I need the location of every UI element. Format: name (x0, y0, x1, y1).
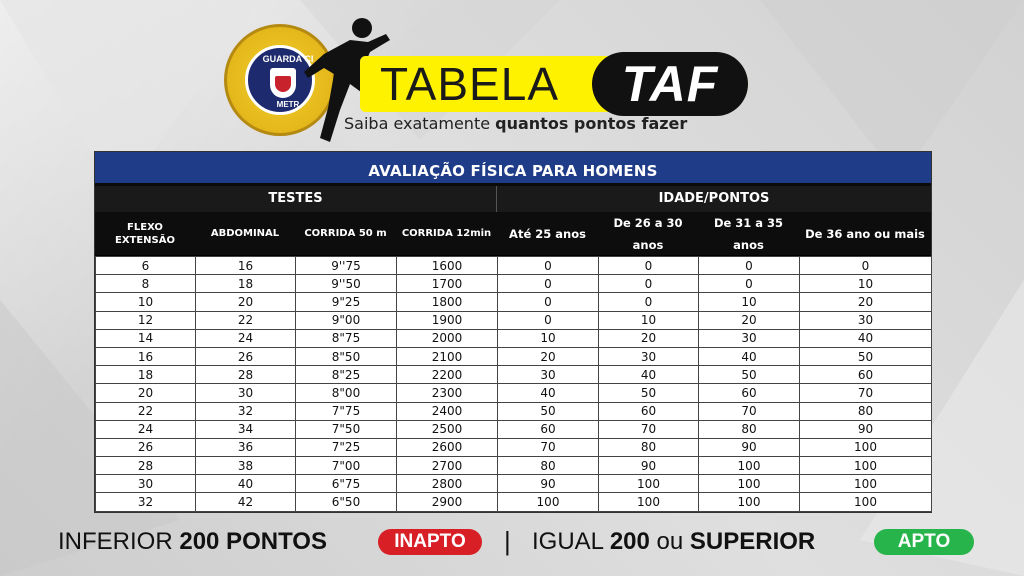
group-age-points: IDADE/PONTOS (658, 191, 770, 206)
table-cell: 0 (498, 257, 599, 275)
table-cell: 9''50 (296, 275, 397, 293)
table-cell: 40 (599, 366, 699, 384)
table-cell: 2700 (397, 457, 498, 475)
table-cell: 26 (96, 438, 196, 456)
table-cell: 8"75 (296, 329, 397, 347)
footer-right-plain-2: ou (649, 528, 690, 555)
footer-right-bold-2: SUPERIOR (689, 528, 816, 555)
table-cell: 9"25 (296, 293, 397, 311)
table-cell: 20 (800, 293, 932, 311)
footer (0, 526, 1024, 560)
table-cell: 32 (96, 493, 196, 511)
table-cell: 30 (498, 366, 599, 384)
table-cell: 10 (800, 275, 932, 293)
table-cell: 100 (599, 493, 699, 511)
table-cell: 26 (196, 347, 296, 365)
table-cell: 2400 (397, 402, 498, 420)
table-row (96, 493, 932, 511)
subtitle (344, 114, 784, 133)
table-row (96, 457, 932, 475)
table-cell: 100 (699, 457, 800, 475)
table-cell: 7"25 (296, 438, 397, 456)
apto-badge: APTO (874, 529, 974, 555)
table-cell: 70 (599, 420, 699, 438)
table-cell: 50 (800, 347, 932, 365)
table-row (96, 420, 932, 438)
table-cell: 100 (800, 457, 932, 475)
table-cell: 30 (699, 329, 800, 347)
table-cell: 90 (498, 475, 599, 493)
table-cell: 90 (599, 457, 699, 475)
col-flexo: FLEXO EXTENSÃO (114, 221, 175, 246)
table-cell: 40 (800, 329, 932, 347)
footer-left-text (58, 528, 327, 556)
table-cell: 7"50 (296, 420, 397, 438)
table-cell: 8"00 (296, 384, 397, 402)
table-row (96, 384, 932, 402)
table-row (96, 257, 932, 275)
table-cell: 16 (196, 257, 296, 275)
table-cell: 24 (96, 420, 196, 438)
table-cell: 30 (800, 311, 932, 329)
col-31-35: De 31 a 35 anos (713, 215, 784, 252)
table-cell: 2500 (397, 420, 498, 438)
table-cell: 70 (498, 438, 599, 456)
table-cell: 90 (699, 438, 800, 456)
table-cell: 100 (800, 493, 932, 511)
table-cell: 30 (196, 384, 296, 402)
table-cell: 6"75 (296, 475, 397, 493)
table-cell: 8 (96, 275, 196, 293)
table-row (96, 402, 932, 420)
table-cell: 2300 (397, 384, 498, 402)
footer-right-text (532, 528, 815, 556)
table-cell: 14 (96, 329, 196, 347)
table-cell: 60 (699, 384, 800, 402)
table-cell: 20 (196, 293, 296, 311)
footer-left-bold: 200 PONTOS (179, 528, 327, 555)
footer-right-plain-1: IGUAL (532, 528, 610, 555)
table-cell: 1700 (397, 275, 498, 293)
table-cell: 90 (800, 420, 932, 438)
table-cell: 70 (800, 384, 932, 402)
table-cell: 70 (699, 402, 800, 420)
table-cell: 8"25 (296, 366, 397, 384)
table-row (96, 293, 932, 311)
table-row (96, 311, 932, 329)
table-body (95, 256, 932, 512)
table-cell: 1600 (397, 257, 498, 275)
table-cell: 30 (96, 475, 196, 493)
table-row (96, 329, 932, 347)
table-cell: 0 (498, 293, 599, 311)
table-row (96, 475, 932, 493)
footer-left-plain: INFERIOR (58, 528, 180, 555)
table-cell: 34 (196, 420, 296, 438)
table-cell: 9''75 (296, 257, 397, 275)
table-cell: 42 (196, 493, 296, 511)
col-corrida-12min: CORRIDA 12min (401, 228, 492, 239)
table-cell: 20 (96, 384, 196, 402)
header (220, 14, 780, 144)
table-cell: 22 (196, 311, 296, 329)
table-cell: 100 (800, 438, 932, 456)
table-cell: 0 (599, 293, 699, 311)
table-cell: 0 (599, 275, 699, 293)
table-cell: 0 (498, 311, 599, 329)
table-cell: 50 (699, 366, 800, 384)
col-abdominal: ABDOMINAL (210, 228, 280, 239)
table-cell: 2800 (397, 475, 498, 493)
table-cell: 10 (96, 293, 196, 311)
badge-text-bottom: METR (276, 100, 300, 109)
title-pill: TAF (592, 52, 748, 116)
table-cell: 2000 (397, 329, 498, 347)
table-cell: 20 (498, 347, 599, 365)
table-row (96, 366, 932, 384)
table-cell: 28 (96, 457, 196, 475)
table-cell: 6"50 (296, 493, 397, 511)
table-cell: 60 (498, 420, 599, 438)
table-cell: 10 (498, 329, 599, 347)
table-cell: 0 (699, 257, 800, 275)
table-cell: 40 (196, 475, 296, 493)
table-cell: 0 (599, 257, 699, 275)
table-cell: 100 (699, 493, 800, 511)
table-cell: 9"00 (296, 311, 397, 329)
table-cell: 60 (599, 402, 699, 420)
footer-right-bold-1: 200 (609, 528, 650, 555)
table-cell: 28 (196, 366, 296, 384)
table-cell: 36 (196, 438, 296, 456)
table-cell: 40 (498, 384, 599, 402)
table-cell: 16 (96, 347, 196, 365)
table-cell: 80 (800, 402, 932, 420)
table-cell: 2900 (397, 493, 498, 511)
group-tests: TESTES (95, 186, 497, 212)
table-cell: 18 (196, 275, 296, 293)
table-cell: 100 (699, 475, 800, 493)
table-cell: 0 (699, 275, 800, 293)
table-cell: 22 (96, 402, 196, 420)
table-cell: 12 (96, 311, 196, 329)
table-row (96, 438, 932, 456)
table-cell: 10 (599, 311, 699, 329)
table-group-header (95, 186, 931, 212)
table-cell: 100 (800, 475, 932, 493)
table-cell: 10 (699, 293, 800, 311)
table-cell: 2200 (397, 366, 498, 384)
badge-text-top: GUARDA CI (262, 54, 314, 64)
table-row (96, 347, 932, 365)
table-cell: 6 (96, 257, 196, 275)
subtitle-bold: quantos pontos fazer (495, 114, 688, 133)
table-cell: 100 (599, 475, 699, 493)
table-cell: 2100 (397, 347, 498, 365)
table-cell: 8"50 (296, 347, 397, 365)
table-cell: 18 (96, 366, 196, 384)
table-cell: 0 (498, 275, 599, 293)
table-cell: 80 (498, 457, 599, 475)
title-banner (360, 52, 748, 122)
score-table (94, 151, 932, 513)
footer-separator: | (504, 526, 511, 556)
table-cell: 100 (498, 493, 599, 511)
table-cell: 30 (599, 347, 699, 365)
table-cell: 80 (599, 438, 699, 456)
table-cell: 60 (800, 366, 932, 384)
table-cell: 38 (196, 457, 296, 475)
table-row (96, 275, 932, 293)
table-cell: 20 (599, 329, 699, 347)
table-column-header (95, 212, 931, 256)
table-cell: 80 (699, 420, 800, 438)
table-cell: 0 (800, 257, 932, 275)
table-cell: 50 (498, 402, 599, 420)
table-cell: 1900 (397, 311, 498, 329)
subtitle-plain: Saiba exatamente (344, 114, 496, 133)
table-cell: 7"00 (296, 457, 397, 475)
col-36-mais: De 36 ano ou mais (805, 226, 925, 241)
table-cell: 1800 (397, 293, 498, 311)
inapto-badge: INAPTO (378, 529, 482, 555)
table-cell: 7"75 (296, 402, 397, 420)
col-26-30: De 26 a 30 anos (613, 215, 683, 252)
table-cell: 24 (196, 329, 296, 347)
table-cell: 2600 (397, 438, 498, 456)
table-cell: 32 (196, 402, 296, 420)
table-title: AVALIAÇÃO FÍSICA PARA HOMENS (95, 152, 931, 186)
table-cell: 40 (699, 347, 800, 365)
col-ate-25: Até 25 anos (509, 226, 586, 241)
table-cell: 50 (599, 384, 699, 402)
col-corrida-50m: CORRIDA 50 m (304, 228, 387, 239)
table-cell: 20 (699, 311, 800, 329)
title-word: TABELA (380, 58, 559, 110)
